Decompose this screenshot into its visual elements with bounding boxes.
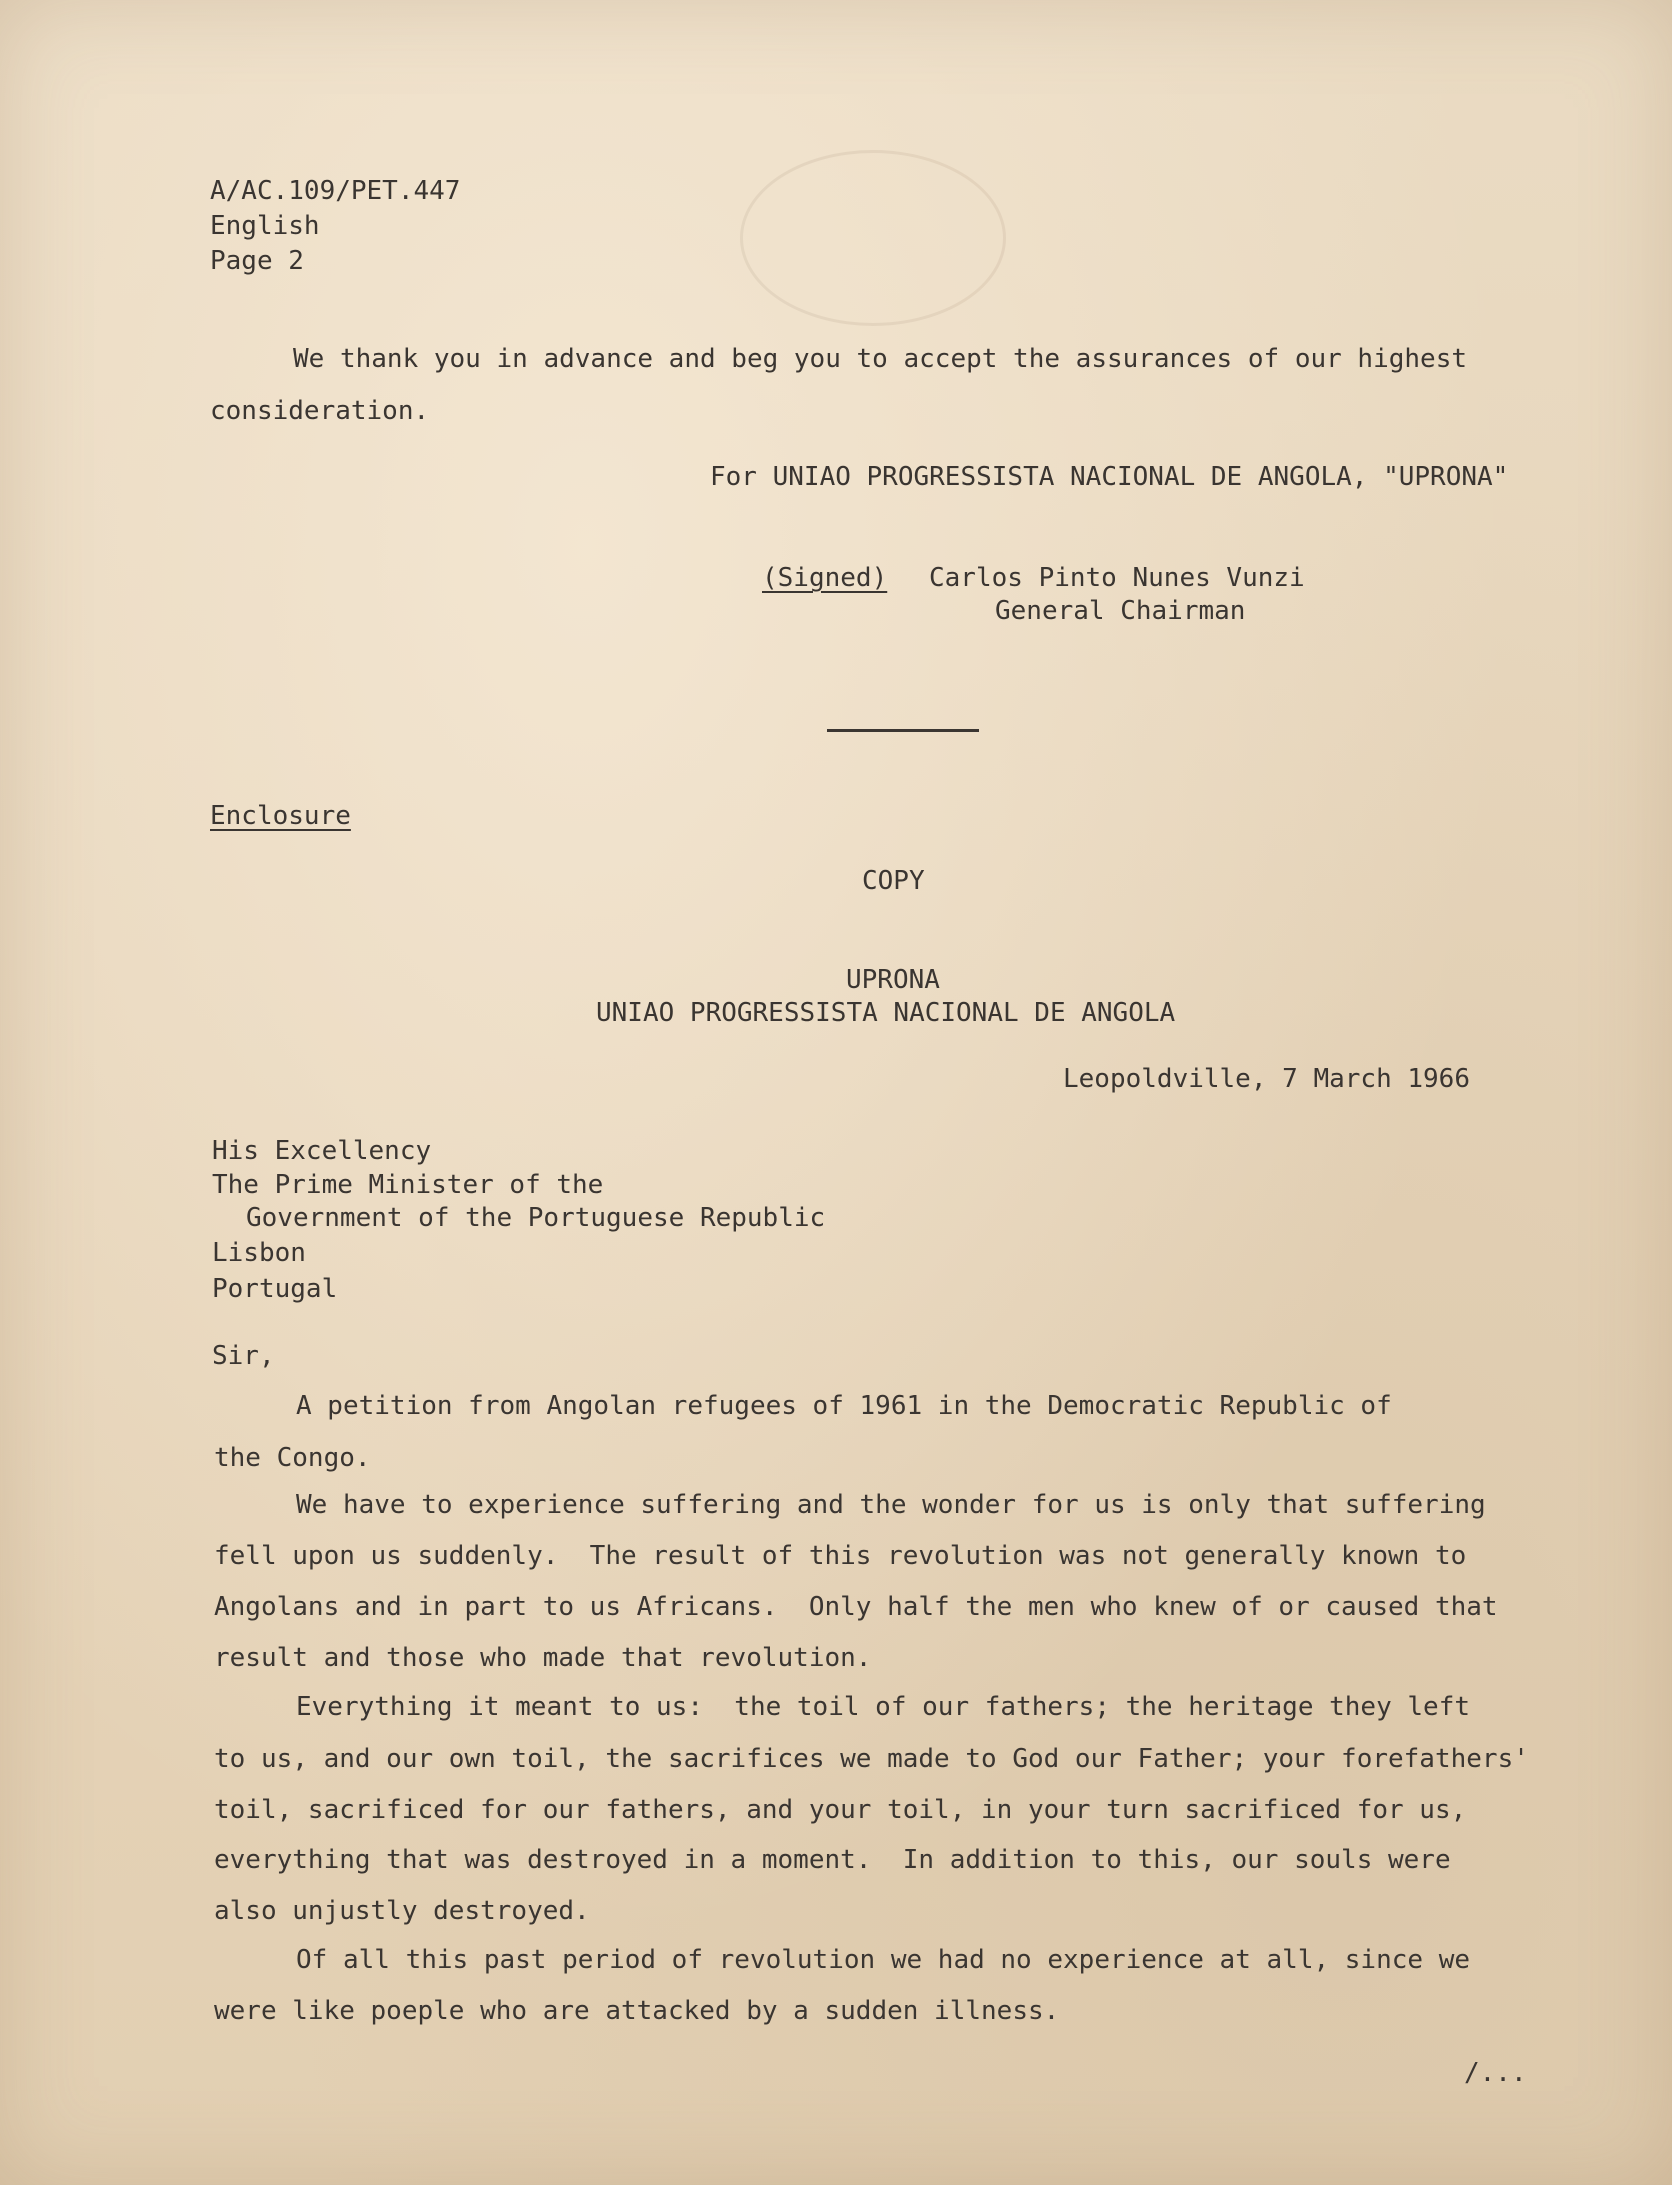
paragraph-3-line-5: also unjustly destroyed. <box>214 1896 590 1926</box>
for-organization-line: For UNIAO PROGRESSISTA NACIONAL DE ANGOLA, "UPRONA" <box>710 462 1509 492</box>
signatory-title: General Chairman <box>995 596 1246 626</box>
closing-line-1: We thank you in advance and beg you to accept the assurances of our highest <box>293 344 1467 374</box>
org-full-name: UNIAO PROGRESSISTA NACIONAL DE ANGOLA <box>596 998 1176 1028</box>
continuation-mark: /... <box>1464 2058 1527 2088</box>
place-and-date: Leopoldville, 7 March 1966 <box>1063 1064 1470 1094</box>
address-line-3: Government of the Portuguese Republic <box>246 1203 826 1233</box>
paragraph-4-line-2: were like poeple who are attacked by a sudden illness. <box>214 1996 1060 2026</box>
org-short-name: UPRONA <box>846 965 940 995</box>
address-line-4: Lisbon <box>212 1238 306 1268</box>
salutation: Sir, <box>212 1341 275 1371</box>
enclosure-label: Enclosure <box>210 801 351 831</box>
paragraph-2-line-3: Angolans and in part to us Africans. Only half the men who knew of or caused that <box>214 1592 1498 1622</box>
paragraph-3-line-1: Everything it meant to us: the toil of our fathers; the heritage they left <box>296 1692 1470 1722</box>
paragraph-2-line-2: fell upon us suddenly. The result of this revolution was not generally known to <box>214 1541 1467 1571</box>
address-line-1: His Excellency <box>212 1136 432 1166</box>
copy-label: COPY <box>862 866 925 896</box>
paragraph-3-line-2: to us, and our own toil, the sacrifices we made to God our Father; your forefathers' <box>214 1744 1529 1774</box>
signed-label: (Signed) <box>762 563 888 593</box>
paragraph-3-line-4: everything that was destroyed in a moment. In addition to this, our souls were <box>214 1845 1451 1875</box>
un-emblem-watermark <box>740 150 1006 326</box>
address-line-5: Portugal <box>212 1274 338 1304</box>
signatory-name: Carlos Pinto Nunes Vunzi <box>929 563 1305 593</box>
document-language: English <box>210 211 320 241</box>
paragraph-4-line-1: Of all this past period of revolution we had no experience at all, since we <box>296 1945 1470 1975</box>
paragraph-1-line-1: A petition from Angolan refugees of 1961 in the Democratic Republic of <box>296 1391 1392 1421</box>
paragraph-3-line-3: toil, sacrificed for our fathers, and your toil, in your turn sacrificed for us, <box>214 1795 1467 1825</box>
page-number: Page 2 <box>210 246 304 276</box>
paragraph-2-line-1: We have to experience suffering and the wonder for us is only that suffering <box>296 1490 1486 1520</box>
closing-line-2: consideration. <box>210 396 430 426</box>
paragraph-2-line-4: result and those who made that revolution. <box>214 1643 872 1673</box>
address-line-2: The Prime Minister of the <box>212 1170 604 1200</box>
section-divider <box>827 729 979 732</box>
document-symbol: A/AC.109/PET.447 <box>210 176 461 206</box>
paragraph-1-line-2: the Congo. <box>214 1443 371 1473</box>
